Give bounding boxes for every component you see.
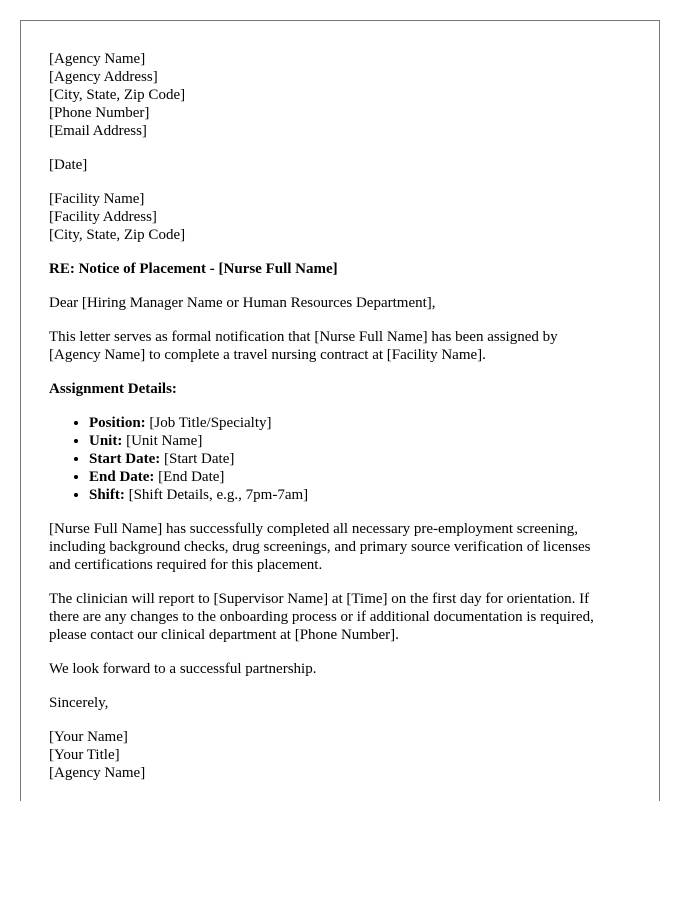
signature-title: [Your Title] (49, 747, 120, 763)
item-value: [Unit Name] (122, 433, 203, 449)
letter-body (49, 50, 639, 782)
closing-remark: We look forward to a successful partnership. (49, 661, 317, 677)
recipient-block (49, 190, 639, 244)
item-label: Position: (89, 415, 146, 431)
orientation-line: there are any changes to the onboarding process or if additional documentation is required, (49, 609, 594, 625)
sender-block (49, 50, 639, 140)
item-value: [Job Title/Specialty] (145, 415, 272, 431)
item-value: [End Date] (154, 469, 225, 485)
screening-line: [Nurse Full Name] has successfully completed all necessary pre-employment screening, (49, 521, 578, 537)
signature-agency: [Agency Name] (49, 765, 146, 781)
screening-line: including background checks, drug screenings, and primary source verification of licenses (49, 539, 591, 555)
item-label: Shift: (89, 487, 125, 503)
list-item-position (89, 414, 639, 432)
assignment-heading: Assignment Details: (49, 381, 177, 397)
item-label: Start Date: (89, 451, 161, 467)
intro-line: This letter serves as formal notification that [Nurse Full Name] has been assigned by (49, 329, 558, 345)
list-item-end-date (89, 468, 639, 486)
orientation-line: please contact our clinical department at [Phone Number]. (49, 627, 399, 643)
intro-paragraph (49, 328, 639, 364)
screening-line: and certifications required for this placement. (49, 557, 323, 573)
intro-line: [Agency Name] to complete a travel nursing contract at [Facility Name]. (49, 347, 486, 363)
list-item-start-date (89, 450, 639, 468)
assignment-list (49, 414, 639, 504)
sender-agency-address: [Agency Address] (49, 69, 158, 85)
orientation-line: The clinician will report to [Supervisor Name] at [Time] on the first day for orientation. If (49, 591, 590, 607)
item-label: Unit: (89, 433, 123, 449)
item-label: End Date: (89, 469, 155, 485)
sender-email: [Email Address] (49, 123, 147, 139)
salutation: Dear [Hiring Manager Name or Human Resources Department], (49, 295, 436, 311)
list-item-shift (89, 486, 639, 504)
letter-date: [Date] (49, 157, 88, 173)
recipient-facility-address: [Facility Address] (49, 209, 157, 225)
sender-phone: [Phone Number] (49, 105, 150, 121)
item-value: [Start Date] (160, 451, 235, 467)
recipient-facility-name: [Facility Name] (49, 191, 145, 207)
letter-page (20, 20, 660, 801)
subject-line: RE: Notice of Placement - [Nurse Full Name] (49, 261, 338, 277)
signature-name: [Your Name] (49, 729, 128, 745)
sign-off: Sincerely, (49, 695, 109, 711)
item-value: [Shift Details, e.g., 7pm-7am] (124, 487, 309, 503)
sender-agency-name: [Agency Name] (49, 51, 146, 67)
list-item-unit (89, 432, 639, 450)
screening-paragraph (49, 520, 639, 574)
date-block (49, 156, 639, 174)
signature-block (49, 728, 639, 782)
sender-city-state-zip: [City, State, Zip Code] (49, 87, 186, 103)
recipient-city-state-zip: [City, State, Zip Code] (49, 227, 186, 243)
orientation-paragraph (49, 590, 639, 644)
